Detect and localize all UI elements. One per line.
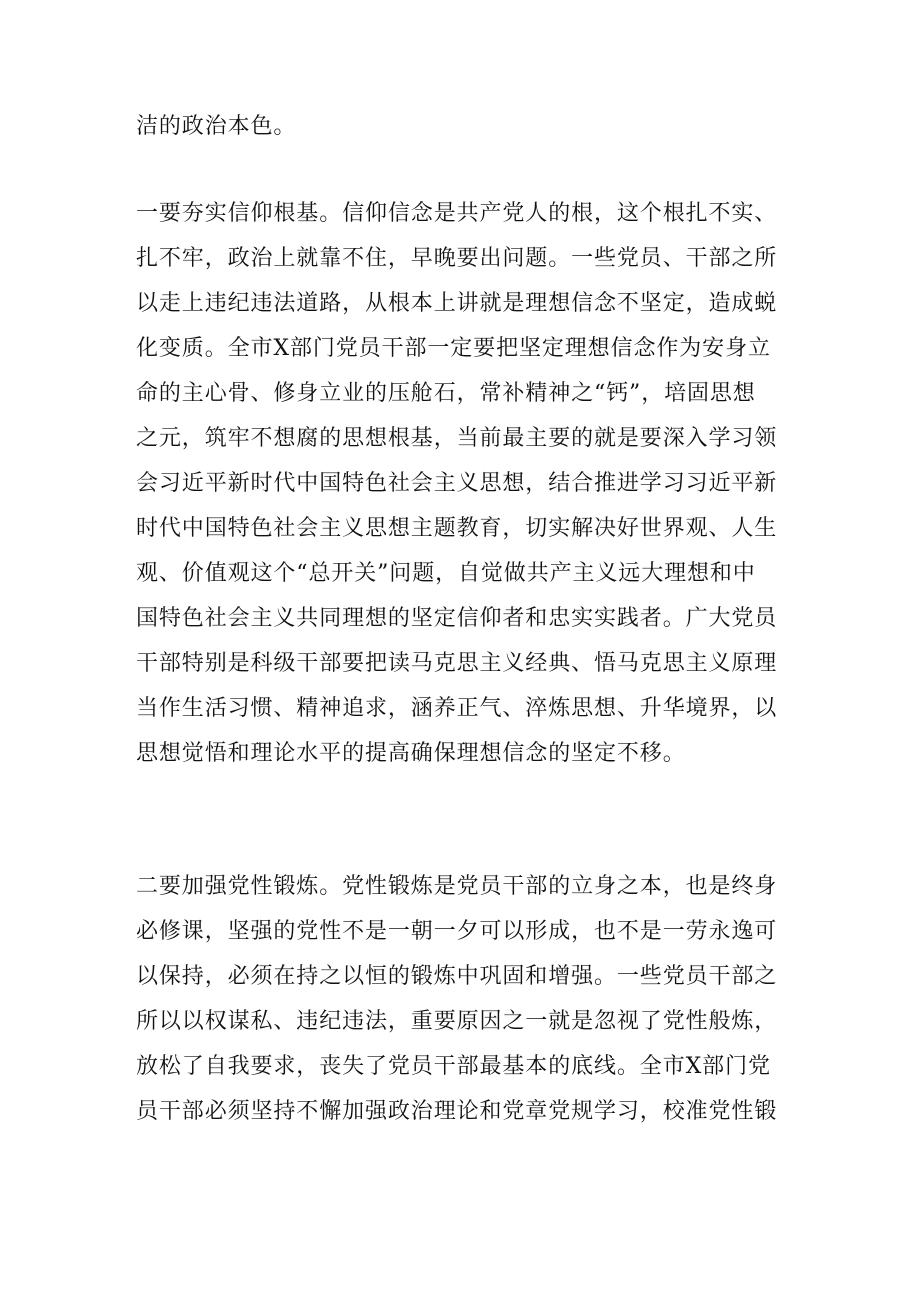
text-line: 洁的政治本色。	[136, 114, 297, 139]
text-line: 当作生活习惯、精神追求，涵养正气、淬炼思想、升华境界，以	[136, 696, 778, 721]
text-line: 一要夯实信仰根基。信仰信念是共产党人的根，这个根扎不实、	[136, 201, 778, 226]
text-line: 化变质。全市X部门党员干部一定要把坚定理想信念作为安身立	[136, 336, 771, 361]
text-line: 放松了自我要求，丧失了党员干部最基本的底线。全市X部门党	[136, 1054, 771, 1079]
text-line: 思想觉悟和理论水平的提高确保理想信念的坚定不移。	[136, 741, 686, 766]
text-line: 国特色社会主义共同理想的坚定信仰者和忠实实践者。广大党员	[136, 606, 778, 631]
text-line: 所以以权谋私、违纪违法，重要原因之一就是忽视了党性般炼，	[136, 1009, 778, 1034]
text-line: 扎不牢，政治上就靠不住，早晚要出问题。一些党员、干部之所	[136, 246, 778, 271]
text-line: 必修课，坚强的党性不是一朝一夕可以形成，也不是一劳永逸可	[136, 919, 778, 944]
text-line: 之元，筑牢不想腐的思想根基，当前最主要的就是要深入学习领	[136, 426, 778, 451]
text-line: 时代中国特色社会主义思想主题教育，切实解决好世界观、人生	[136, 516, 778, 541]
text-line: 二要加强党性锻炼。党性锻炼是党员干部的立身之本，也是终身	[136, 874, 778, 899]
text-line: 干部特别是科级干部要把读马克思主义经典、悟马克思主义原理	[136, 651, 778, 676]
text-line: 会习近平新时代中国特色社会主义思想，结合推进学习习近平新	[136, 471, 778, 496]
text-line: 以走上违纪违法道路，从根本上讲就是理想信念不坚定，造成蜕	[136, 291, 778, 316]
text-line: 员干部必须坚持不懈加强政治理论和党章党规学习，校准党性锻	[136, 1099, 778, 1124]
paragraph-party-spirit	[136, 864, 796, 1134]
paragraph-faith-foundation	[136, 191, 796, 776]
text-line: 以保持，必须在持之以恒的锻炼中巩固和增强。一些党员干部之	[136, 964, 778, 989]
text-line: 命的主心骨、修身立业的压舱石，常补精神之“钙”，培固思想	[136, 381, 756, 406]
paragraph-continuation	[136, 104, 796, 149]
text-line: 观、价值观这个“总开关”问题，自觉做共产主义远大理想和中	[136, 561, 756, 586]
